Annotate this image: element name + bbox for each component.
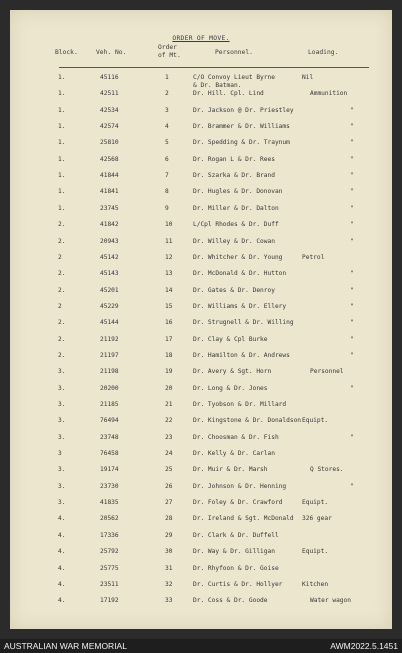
block-cell: 3. <box>58 482 66 490</box>
vehicle-number-cell: 41841 <box>100 188 119 196</box>
block-cell: 1. <box>58 90 66 98</box>
vehicle-number-cell: 21198 <box>100 368 119 376</box>
order-cell: 9 <box>165 204 169 212</box>
loading-cell: Petrol <box>302 253 325 261</box>
loading-cell: " <box>350 270 354 278</box>
block-cell: 1. <box>58 74 66 81</box>
table-row <box>10 597 392 613</box>
order-cell: 27 <box>165 499 173 507</box>
vehicle-number-cell: 25810 <box>100 139 119 147</box>
vehicle-number-cell: 45143 <box>100 270 119 278</box>
vehicle-number-cell: 23745 <box>100 204 119 212</box>
vehicle-number-cell: 17192 <box>100 597 119 605</box>
vehicle-number-cell: 20200 <box>100 384 119 392</box>
table-row <box>10 581 392 597</box>
table-row <box>10 450 392 466</box>
vehicle-number-cell: 23730 <box>100 482 119 490</box>
table-row <box>10 221 392 237</box>
header-order: Order of Mt. <box>158 44 181 59</box>
personnel-cell: Dr. McDonald & Dr. Hutton <box>193 270 287 278</box>
table-row <box>10 352 392 368</box>
personnel-cell: Dr. Gates & Dr. Denroy <box>193 286 275 294</box>
personnel-cell: Dr. Whitcher & Dr. Young <box>193 253 283 261</box>
block-cell: 1. <box>58 123 66 131</box>
order-cell: 33 <box>165 597 173 605</box>
table-row <box>10 483 392 499</box>
block-cell: 3. <box>58 466 66 474</box>
loading-cell: Equipt. <box>302 548 329 556</box>
vehicle-number-cell: 42511 <box>100 90 119 98</box>
loading-cell: Water wagon <box>310 597 351 605</box>
table-row <box>10 401 392 417</box>
vehicle-number-cell: 45142 <box>100 253 119 261</box>
order-cell: 29 <box>165 531 173 539</box>
personnel-cell: L/Cpl Rhodes & Dr. Duff <box>193 221 279 229</box>
table-row <box>10 90 392 106</box>
loading-cell: " <box>350 384 354 392</box>
table-row <box>10 254 392 270</box>
table-row <box>10 303 392 319</box>
block-cell: 2 <box>58 302 62 310</box>
loading-cell: " <box>350 172 354 180</box>
vehicle-number-cell: 45229 <box>100 302 119 310</box>
block-cell: 1. <box>58 204 66 212</box>
vehicle-number-cell: 76458 <box>100 450 119 458</box>
loading-cell: " <box>350 188 354 196</box>
table-row <box>10 368 392 384</box>
document-page <box>10 10 392 629</box>
loading-cell: " <box>350 139 354 147</box>
loading-cell: Equipt. <box>302 499 329 507</box>
personnel-cell: Dr. Hamilton & Dr. Andrews <box>193 351 290 359</box>
table-row <box>10 434 392 450</box>
personnel-cell: Dr. Foley & Dr. Crawford <box>193 499 283 507</box>
order-cell: 21 <box>165 401 173 408</box>
order-cell: 22 <box>165 417 173 425</box>
order-cell: 17 <box>165 335 173 343</box>
table-row <box>10 156 392 172</box>
table-row <box>10 139 392 155</box>
order-cell: 5 <box>165 139 169 147</box>
order-cell: 2 <box>165 90 169 98</box>
loading-cell: " <box>350 204 354 212</box>
loading-cell: " <box>350 106 354 114</box>
header-personnel: Personnel. <box>215 49 253 56</box>
order-cell: 25 <box>165 466 173 474</box>
block-cell: 4. <box>58 564 66 572</box>
footer-credit: AUSTRALIAN WAR MEMORIAL <box>4 641 127 651</box>
order-cell: 19 <box>165 368 173 376</box>
block-cell: 2. <box>58 270 66 278</box>
vehicle-number-cell: 41835 <box>100 499 119 507</box>
loading-cell: " <box>350 335 354 343</box>
loading-cell: " <box>350 123 354 131</box>
personnel-cell: Dr. Jackson @ Dr. Priestley <box>193 106 294 114</box>
table-row <box>10 548 392 564</box>
personnel-cell: Dr. Spedding & Dr. Traynum <box>193 139 290 147</box>
table-row <box>10 515 392 531</box>
vehicle-number-cell: 41844 <box>100 172 119 180</box>
loading-cell: Equipt. <box>302 417 329 425</box>
order-cell: 11 <box>165 237 173 245</box>
order-cell: 4 <box>165 123 169 131</box>
personnel-cell: Dr. Brammer & Dr. Williams <box>193 123 290 131</box>
vehicle-number-cell: 21185 <box>100 401 119 408</box>
table-row <box>10 270 392 286</box>
vehicle-number-cell: 76494 <box>100 417 119 425</box>
table-row <box>10 417 392 433</box>
personnel-cell: Dr. Rogan L & Dr. Rees <box>193 155 275 163</box>
block-cell: 3. <box>58 401 66 408</box>
order-cell: 18 <box>165 351 173 359</box>
personnel-cell: Dr. Hugles & Dr. Donovan <box>193 188 283 196</box>
table-row <box>10 74 392 90</box>
table-row <box>10 565 392 581</box>
loading-cell: " <box>350 237 354 245</box>
block-cell: 1. <box>58 155 66 163</box>
loading-cell: " <box>350 221 354 229</box>
personnel-cell: Dr. Muir & Dr. Marsh <box>193 466 268 474</box>
order-cell: 12 <box>165 253 173 261</box>
order-cell: 8 <box>165 188 169 196</box>
table-row <box>10 287 392 303</box>
table-row <box>10 205 392 221</box>
order-cell: 24 <box>165 450 173 458</box>
table-row <box>10 385 392 401</box>
loading-cell: " <box>350 351 354 359</box>
order-cell: 20 <box>165 384 173 392</box>
order-cell: 30 <box>165 548 173 556</box>
footer-bar <box>0 639 402 653</box>
personnel-cell: Dr. Strugnell & Dr. Willing <box>193 319 294 327</box>
table-row <box>10 188 392 204</box>
loading-cell: " <box>350 319 354 327</box>
vehicle-number-cell: 19174 <box>100 466 119 474</box>
loading-cell: Q Stores. <box>310 466 344 474</box>
vehicle-number-cell: 21197 <box>100 351 119 359</box>
personnel-cell: Dr. Long & Dr. Jones <box>193 384 268 392</box>
personnel-cell: Dr. Clark & Dr. Duffell <box>193 531 279 539</box>
block-cell: 3. <box>58 368 66 376</box>
order-cell: 26 <box>165 482 173 490</box>
block-cell: 1. <box>58 139 66 147</box>
table-row <box>10 336 392 352</box>
personnel-cell: Dr. Hill. Cpl. Lind <box>193 90 264 98</box>
order-cell: 13 <box>165 270 173 278</box>
personnel-cell: Dr. Szarka & Dr. Brand <box>193 172 275 180</box>
vehicle-number-cell: 21192 <box>100 335 119 343</box>
order-cell: 10 <box>165 221 173 229</box>
personnel-cell: Dr. Rhyfoon & Dr. Goise <box>193 564 279 572</box>
personnel-cell: Dr. Ireland & Sgt. McDonald <box>193 515 294 523</box>
header-rule <box>59 67 369 68</box>
personnel-cell: Dr. Tyobson & Dr. Millard <box>193 401 287 408</box>
table-row <box>10 123 392 139</box>
personnel-cell: Dr. Miller & Dr. Dalton <box>193 204 279 212</box>
block-cell: 4. <box>58 531 66 539</box>
order-cell: 23 <box>165 433 173 441</box>
block-cell: 3. <box>58 384 66 392</box>
block-cell: 2. <box>58 237 66 245</box>
loading-cell: Nil <box>302 74 314 81</box>
block-cell: 1. <box>58 172 66 180</box>
block-cell: 1. <box>58 106 66 114</box>
vehicle-number-cell: 23748 <box>100 433 119 441</box>
vehicle-number-cell: 45116 <box>100 74 119 81</box>
loading-cell: " <box>350 482 354 490</box>
vehicle-number-cell: 41842 <box>100 221 119 229</box>
vehicle-number-cell: 25775 <box>100 564 119 572</box>
loading-cell: Ammunition <box>310 90 348 98</box>
header-loading: Loading. <box>308 49 339 56</box>
loading-cell: Kitchen <box>302 580 329 588</box>
personnel-cell: Dr. Willey & Dr. Cowan <box>193 237 275 245</box>
order-cell: 14 <box>165 286 173 294</box>
order-cell: 7 <box>165 172 169 180</box>
personnel-cell: Dr. Johnson & Dr. Henning <box>193 482 287 490</box>
loading-cell: " <box>350 433 354 441</box>
block-cell: 2. <box>58 221 66 229</box>
table-row <box>10 107 392 123</box>
order-cell: 15 <box>165 302 173 310</box>
vehicle-number-cell: 20562 <box>100 515 119 523</box>
block-cell: 2. <box>58 319 66 327</box>
block-cell: 4. <box>58 597 66 605</box>
vehicle-number-cell: 17336 <box>100 531 119 539</box>
block-cell: 4. <box>58 515 66 523</box>
vehicle-number-cell: 42568 <box>100 155 119 163</box>
loading-cell: " <box>350 302 354 310</box>
table-row <box>10 466 392 482</box>
table-row <box>10 172 392 188</box>
order-cell: 1 <box>165 74 169 81</box>
personnel-cell: Dr. Kelly & Dr. Carlan <box>193 450 275 458</box>
loading-cell: " <box>350 155 354 163</box>
block-cell: 2. <box>58 351 66 359</box>
vehicle-number-cell: 45201 <box>100 286 119 294</box>
order-cell: 31 <box>165 564 173 572</box>
order-cell: 28 <box>165 515 173 523</box>
block-cell: 3. <box>58 417 66 425</box>
vehicle-number-cell: 42574 <box>100 123 119 131</box>
personnel-cell: Dr. Kingstone & Dr. Donaldson <box>193 417 302 425</box>
table-row <box>10 499 392 515</box>
order-cell: 3 <box>165 106 169 114</box>
order-cell: 6 <box>165 155 169 163</box>
personnel-cell: Dr. Clay & Cpl Burke <box>193 335 268 343</box>
block-cell: 1. <box>58 188 66 196</box>
vehicle-number-cell: 20943 <box>100 237 119 245</box>
block-cell: 2 <box>58 253 62 261</box>
header-veh-no: Veh. No. <box>96 49 127 56</box>
personnel-cell: Dr. Avery & Sgt. Horn <box>193 368 272 376</box>
table-row <box>10 532 392 548</box>
table-row <box>10 238 392 254</box>
vehicle-number-cell: 25792 <box>100 548 119 556</box>
header-block: Block. <box>55 49 78 56</box>
vehicle-number-cell: 45144 <box>100 319 119 327</box>
block-cell: 3. <box>58 433 66 441</box>
personnel-cell: Dr. Curtis & Dr. Hollyer <box>193 580 283 588</box>
block-cell: 2. <box>58 286 66 294</box>
block-cell: 4. <box>58 580 66 588</box>
vehicle-number-cell: 42534 <box>100 106 119 114</box>
loading-cell: " <box>350 286 354 294</box>
loading-cell: 326 gear <box>302 515 332 523</box>
footer-accession-number: AWM2022.5.1451 <box>330 641 398 651</box>
loading-cell: Personnel <box>310 368 344 376</box>
order-cell: 16 <box>165 319 173 327</box>
vehicle-number-cell: 23511 <box>100 580 119 588</box>
personnel-cell: Dr. Williams & Dr. Ellery <box>193 302 287 310</box>
block-cell: 3. <box>58 499 66 507</box>
personnel-cell: Dr. Way & Dr. Gilligan <box>193 548 275 556</box>
table-row <box>10 319 392 335</box>
personnel-cell: Dr. Choosman & Dr. Fish <box>193 433 279 441</box>
block-cell: 4. <box>58 548 66 556</box>
personnel-cell: C/O Convoy Lieut Byrne & Dr. Batman. <box>193 74 275 89</box>
document-title: ORDER OF MOVE. <box>172 35 230 42</box>
block-cell: 2. <box>58 335 66 343</box>
order-cell: 32 <box>165 580 173 588</box>
block-cell: 3 <box>58 450 62 458</box>
personnel-cell: Dr. Coss & Dr. Goode <box>193 597 268 605</box>
